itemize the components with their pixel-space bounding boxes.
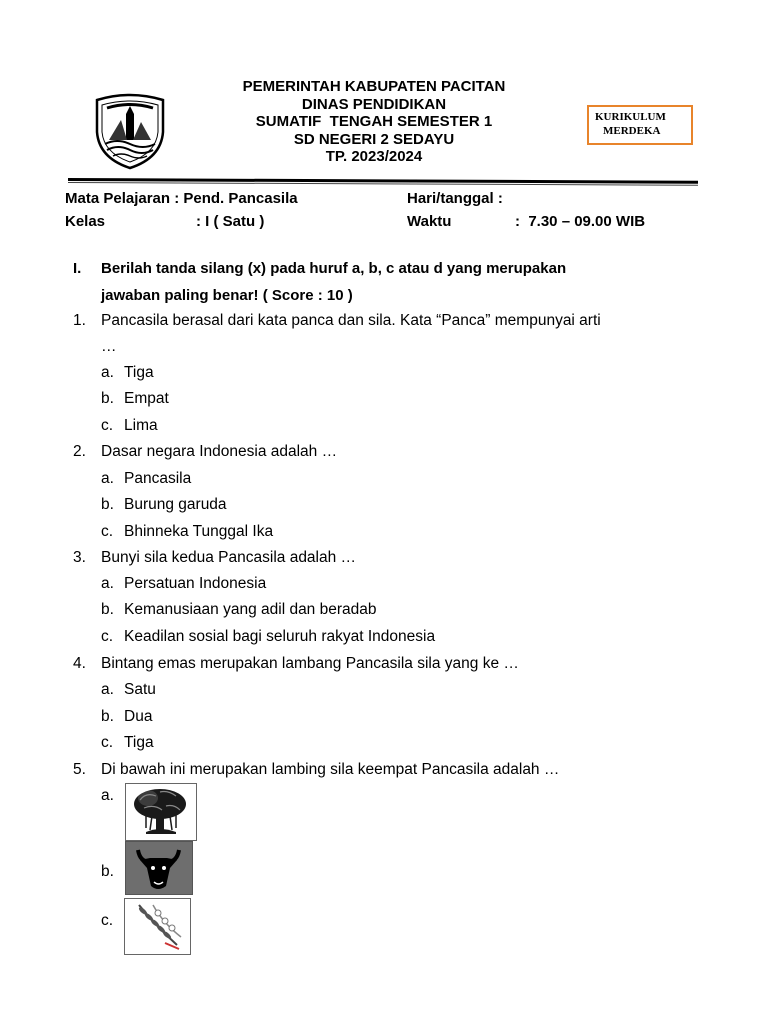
instruction-line-1: Berilah tanda silang (x) pada huruf a, b, c atau d yang merupakan bbox=[101, 260, 567, 277]
section-instruction bbox=[73, 255, 695, 309]
option-key: b. bbox=[101, 601, 114, 618]
day-label: Hari/tanggal : bbox=[407, 190, 503, 207]
option-text: Persatuan Indonesia bbox=[124, 575, 267, 592]
rice-and-cotton-icon[interactable] bbox=[124, 898, 191, 955]
option-key: c. bbox=[101, 912, 114, 929]
question-number: 2. bbox=[73, 443, 86, 460]
question-text: Dasar negara Indonesia adalah … bbox=[101, 443, 338, 460]
question-text: Bintang emas merupakan lambang Pancasila sila yang ke … bbox=[101, 655, 519, 672]
option-text: Pancasila bbox=[124, 470, 192, 487]
option-key: b. bbox=[101, 863, 114, 880]
question-number: 1. bbox=[73, 312, 86, 329]
instruction-line-2: jawaban paling benar! ( Score : 10 ) bbox=[101, 287, 353, 304]
question-number: 3. bbox=[73, 549, 86, 566]
bull-head-icon[interactable] bbox=[125, 841, 193, 895]
banyan-tree-icon[interactable] bbox=[125, 783, 197, 841]
time-label: Waktu bbox=[407, 213, 452, 230]
option-key: b. bbox=[101, 496, 114, 513]
option-text: Tiga bbox=[124, 734, 154, 751]
question-text: Bunyi sila kedua Pancasila adalah … bbox=[101, 549, 357, 566]
time-value: : 7.30 – 09.00 WIB bbox=[515, 213, 646, 230]
option-key: b. bbox=[101, 708, 114, 725]
regency-logo-icon bbox=[91, 92, 169, 170]
question-1-continuation: … bbox=[101, 338, 117, 355]
option-key: c. bbox=[101, 734, 114, 751]
option-text: Lima bbox=[124, 417, 158, 434]
option-key: a. bbox=[101, 364, 114, 381]
heading-line-3: SUMATIF TENGAH SEMESTER 1 bbox=[255, 113, 493, 130]
heading-line-5: TP. 2023/2024 bbox=[325, 148, 423, 165]
curriculum-badge bbox=[587, 105, 693, 145]
question-number: 4. bbox=[73, 655, 86, 672]
option-text: Tiga bbox=[124, 364, 154, 381]
option-text: Burung garuda bbox=[124, 496, 227, 513]
option-text: Bhinneka Tunggal Ika bbox=[124, 523, 274, 540]
option-text: Kemanusiaan yang adil dan beradab bbox=[124, 601, 377, 618]
question-text: Di bawah ini merupakan lambing sila keempat Pancasila adalah … bbox=[101, 761, 560, 778]
heading-line-4: SD NEGERI 2 SEDAYU bbox=[293, 130, 455, 148]
option-key: a. bbox=[101, 575, 114, 592]
option-text: Dua bbox=[124, 708, 153, 725]
option-text: Satu bbox=[124, 681, 156, 698]
option-key: a. bbox=[101, 787, 114, 804]
option-key: a. bbox=[101, 470, 114, 487]
option-key: b. bbox=[101, 390, 114, 407]
option-key: a. bbox=[101, 681, 114, 698]
class-label: Kelas bbox=[65, 213, 106, 230]
subject-label: Mata Pelajaran : Pend. Pancasila bbox=[65, 190, 298, 207]
heading-line-1: PEMERINTAH KABUPATEN PACITAN bbox=[242, 78, 506, 95]
section-number: I. bbox=[73, 260, 82, 277]
question-number: 5. bbox=[73, 761, 86, 778]
option-key: c. bbox=[101, 417, 114, 434]
option-text: Keadilan sosial bagi seluruh rakyat Indonesia bbox=[124, 628, 436, 645]
option-key: c. bbox=[101, 628, 114, 645]
option-key: c. bbox=[101, 523, 114, 540]
badge-line-2: MERDEKA bbox=[603, 125, 661, 137]
school-heading bbox=[174, 78, 574, 166]
heading-line-2: DINAS PENDIDIKAN bbox=[301, 95, 447, 113]
question-text: Pancasila berasal dari kata panca dan sila. Kata “Panca” mempunyai arti bbox=[101, 312, 601, 329]
option-text: Empat bbox=[124, 390, 169, 407]
badge-line-1: KURIKULUM bbox=[595, 111, 666, 123]
class-value: : I ( Satu ) bbox=[196, 213, 265, 230]
